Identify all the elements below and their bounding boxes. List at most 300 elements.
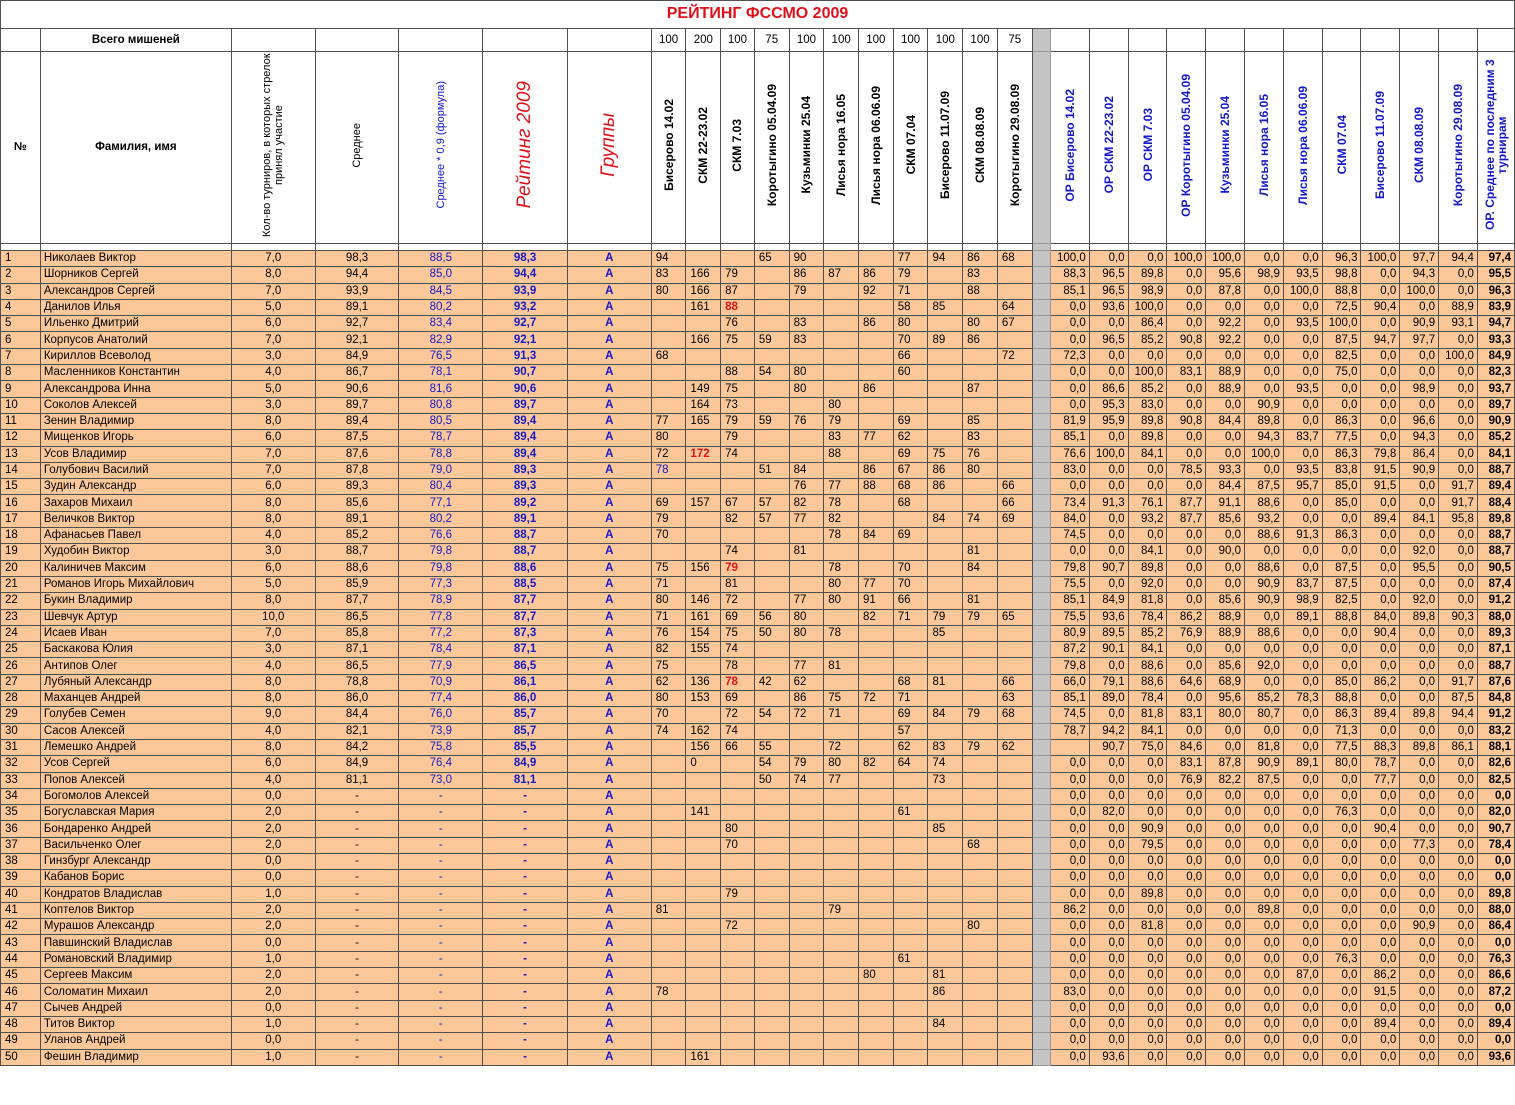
row-score-cell[interactable]: [893, 886, 928, 902]
row-or-cell[interactable]: 0,0: [1128, 348, 1167, 364]
row-final-cell[interactable]: 93,3: [1477, 332, 1514, 348]
row-score-cell[interactable]: [824, 951, 859, 967]
row-or-cell[interactable]: 0,0: [1439, 332, 1478, 348]
row-or-cell[interactable]: 0,0: [1322, 1033, 1361, 1049]
row-count-cell[interactable]: 2,0: [231, 821, 315, 837]
row-or-cell[interactable]: 0,0: [1245, 642, 1284, 658]
row-or-cell[interactable]: 0,0: [1206, 528, 1245, 544]
row-score-cell[interactable]: 88: [824, 446, 859, 462]
header-or[interactable]: [1477, 52, 1514, 244]
row-or-cell[interactable]: 0,0: [1089, 870, 1128, 886]
targets-empty-cell[interactable]: [1283, 29, 1322, 52]
row-or-cell[interactable]: 96,5: [1089, 283, 1128, 299]
row-or-cell[interactable]: 84,1: [1128, 642, 1167, 658]
row-or-cell[interactable]: 100,0: [1245, 446, 1284, 462]
row-score-cell[interactable]: [686, 528, 721, 544]
row-score-cell[interactable]: 86: [963, 251, 998, 267]
row-score-cell[interactable]: [997, 658, 1032, 674]
row-num-cell[interactable]: 28: [1, 691, 41, 707]
row-final-cell[interactable]: 89,4: [1477, 479, 1514, 495]
row-or-cell[interactable]: 76,1: [1128, 495, 1167, 511]
row-or-cell[interactable]: 0,0: [1400, 348, 1439, 364]
row-or-cell[interactable]: 0,0: [1167, 691, 1206, 707]
row-score-cell[interactable]: [859, 886, 894, 902]
row-or-cell[interactable]: 0,0: [1128, 935, 1167, 951]
row-or-cell[interactable]: 64,6: [1167, 674, 1206, 690]
row-num-cell[interactable]: 45: [1, 968, 41, 984]
row-or-cell[interactable]: 0,0: [1128, 1016, 1167, 1032]
row-score-cell[interactable]: 80: [963, 919, 998, 935]
row-score-cell[interactable]: 84: [963, 560, 998, 576]
row-or-cell[interactable]: 93,6: [1089, 299, 1128, 315]
row-or-cell[interactable]: 0,0: [1439, 756, 1478, 772]
row-or-cell[interactable]: 91,3: [1089, 495, 1128, 511]
row-score-cell[interactable]: [928, 691, 963, 707]
row-or-cell[interactable]: 0,0: [1167, 902, 1206, 918]
row-score-cell[interactable]: 82: [789, 495, 824, 511]
row-score-cell[interactable]: 81: [789, 544, 824, 560]
row-or-cell[interactable]: 0,0: [1439, 544, 1478, 560]
row-score-cell[interactable]: 79: [721, 430, 755, 446]
row-rating-cell[interactable]: 88,6: [483, 560, 568, 576]
row-or-cell[interactable]: 0,0: [1439, 381, 1478, 397]
row-score-cell[interactable]: 42: [754, 674, 789, 690]
row-or-cell[interactable]: 76,3: [1322, 805, 1361, 821]
row-score-cell[interactable]: 75: [651, 658, 686, 674]
row-or-cell[interactable]: 0,0: [1050, 837, 1089, 853]
row-or-cell[interactable]: 0,0: [1089, 462, 1128, 478]
row-score-cell[interactable]: [893, 544, 928, 560]
row-or-cell[interactable]: 98,9: [1400, 381, 1439, 397]
row-num-cell[interactable]: 46: [1, 984, 41, 1000]
row-or-cell[interactable]: 85,0: [1322, 479, 1361, 495]
row-or-cell[interactable]: 88,9: [1206, 625, 1245, 641]
row-score-cell[interactable]: 50: [754, 625, 789, 641]
row-score-cell[interactable]: 75: [721, 625, 755, 641]
row-score-cell[interactable]: 69: [721, 691, 755, 707]
row-or-cell[interactable]: 0,0: [1439, 837, 1478, 853]
row-score-cell[interactable]: [928, 560, 963, 576]
row-score-cell[interactable]: 82: [824, 511, 859, 527]
row-avg-cell[interactable]: 87,8: [315, 462, 399, 478]
row-final-cell[interactable]: 76,3: [1477, 951, 1514, 967]
row-or-cell[interactable]: 0,0: [1245, 462, 1284, 478]
row-or-cell[interactable]: 89,4: [1361, 1016, 1400, 1032]
row-num-cell[interactable]: 20: [1, 560, 41, 576]
row-group-cell[interactable]: A: [567, 968, 651, 984]
row-or-cell[interactable]: 84,0: [1361, 609, 1400, 625]
row-or-cell[interactable]: 0,0: [1283, 365, 1322, 381]
row-score-cell[interactable]: [928, 1000, 963, 1016]
row-score-cell[interactable]: [997, 1033, 1032, 1049]
row-avg09-cell[interactable]: 76,4: [399, 756, 483, 772]
row-score-cell[interactable]: [893, 935, 928, 951]
row-score-cell[interactable]: 72: [859, 691, 894, 707]
row-score-cell[interactable]: 67: [997, 316, 1032, 332]
row-or-cell[interactable]: 0,0: [1283, 413, 1322, 429]
row-or-cell[interactable]: 0,0: [1283, 332, 1322, 348]
row-group-cell[interactable]: A: [567, 593, 651, 609]
row-or-cell[interactable]: 0,0: [1167, 821, 1206, 837]
row-group-cell[interactable]: A: [567, 348, 651, 364]
row-final-cell[interactable]: 82,3: [1477, 365, 1514, 381]
targets-cell[interactable]: 100: [721, 29, 755, 52]
row-score-cell[interactable]: [859, 821, 894, 837]
row-score-cell[interactable]: [789, 968, 824, 984]
row-or-cell[interactable]: 0,0: [1206, 902, 1245, 918]
row-or-cell[interactable]: 0,0: [1167, 348, 1206, 364]
row-score-cell[interactable]: [824, 332, 859, 348]
row-group-cell[interactable]: A: [567, 479, 651, 495]
row-count-cell[interactable]: 8,0: [231, 495, 315, 511]
row-score-cell[interactable]: [754, 723, 789, 739]
row-rating-cell[interactable]: 93,2: [483, 299, 568, 315]
row-num-cell[interactable]: 40: [1, 886, 41, 902]
row-score-cell[interactable]: 64: [893, 756, 928, 772]
row-score-cell[interactable]: 77: [789, 593, 824, 609]
row-or-cell[interactable]: 100,0: [1128, 365, 1167, 381]
row-name-cell[interactable]: Романов Игорь Михайлович: [40, 576, 231, 592]
row-score-cell[interactable]: [928, 951, 963, 967]
row-score-cell[interactable]: [721, 756, 755, 772]
row-or-cell[interactable]: 100,0: [1206, 251, 1245, 267]
row-or-cell[interactable]: 0,0: [1283, 853, 1322, 869]
row-or-cell[interactable]: 0,0: [1439, 283, 1478, 299]
row-or-cell[interactable]: 0,0: [1322, 658, 1361, 674]
row-name-cell[interactable]: Сергеев Максим: [40, 968, 231, 984]
row-final-cell[interactable]: 89,8: [1477, 886, 1514, 902]
row-num-cell[interactable]: 2: [1, 267, 41, 283]
row-or-cell[interactable]: 0,0: [1050, 332, 1089, 348]
row-score-cell[interactable]: [824, 365, 859, 381]
row-or-cell[interactable]: 0,0: [1439, 935, 1478, 951]
row-or-cell[interactable]: 74,5: [1050, 707, 1089, 723]
row-score-cell[interactable]: [789, 821, 824, 837]
row-or-cell[interactable]: 91,7: [1439, 674, 1478, 690]
row-count-cell[interactable]: 8,0: [231, 511, 315, 527]
row-score-cell[interactable]: 77: [651, 413, 686, 429]
row-rating-cell[interactable]: 89,1: [483, 511, 568, 527]
row-score-cell[interactable]: [997, 919, 1032, 935]
row-group-cell[interactable]: A: [567, 560, 651, 576]
row-count-cell[interactable]: 7,0: [231, 283, 315, 299]
row-or-cell[interactable]: 0,0: [1283, 674, 1322, 690]
row-score-cell[interactable]: [651, 756, 686, 772]
row-or-cell[interactable]: 96,5: [1089, 267, 1128, 283]
row-score-cell[interactable]: 157: [686, 495, 721, 511]
row-num-cell[interactable]: 23: [1, 609, 41, 625]
row-num-cell[interactable]: 3: [1, 283, 41, 299]
header-rating[interactable]: [483, 52, 568, 244]
row-or-cell[interactable]: 86,2: [1050, 902, 1089, 918]
row-avg-cell[interactable]: 87,6: [315, 446, 399, 462]
row-or-cell[interactable]: 0,0: [1439, 1049, 1478, 1065]
row-avg09-cell[interactable]: 83,4: [399, 316, 483, 332]
row-score-cell[interactable]: [997, 560, 1032, 576]
row-group-cell[interactable]: A: [567, 902, 651, 918]
row-rating-cell[interactable]: 84,9: [483, 756, 568, 772]
row-group-cell[interactable]: A: [567, 772, 651, 788]
row-score-cell[interactable]: 54: [754, 707, 789, 723]
row-or-cell[interactable]: 89,8: [1400, 609, 1439, 625]
row-group-cell[interactable]: A: [567, 625, 651, 641]
row-avg-cell[interactable]: 85,2: [315, 528, 399, 544]
row-score-cell[interactable]: [893, 853, 928, 869]
row-avg-cell[interactable]: 98,3: [315, 251, 399, 267]
row-score-cell[interactable]: [754, 479, 789, 495]
row-num-cell[interactable]: 25: [1, 642, 41, 658]
row-or-cell[interactable]: 98,9: [1245, 267, 1284, 283]
row-or-cell[interactable]: 0,0: [1283, 821, 1322, 837]
row-or-cell[interactable]: 0,0: [1400, 1016, 1439, 1032]
row-group-cell[interactable]: A: [567, 413, 651, 429]
row-or-cell[interactable]: 89,8: [1128, 886, 1167, 902]
row-group-cell[interactable]: A: [567, 739, 651, 755]
row-or-cell[interactable]: 0,0: [1167, 1049, 1206, 1065]
row-or-cell[interactable]: 91,7: [1439, 495, 1478, 511]
header-tournament[interactable]: [789, 52, 824, 244]
row-num-cell[interactable]: 7: [1, 348, 41, 364]
row-score-cell[interactable]: [686, 348, 721, 364]
targets-empty-cell[interactable]: [315, 29, 399, 52]
row-or-cell[interactable]: 0,0: [1361, 560, 1400, 576]
row-final-cell[interactable]: 88,7: [1477, 544, 1514, 560]
row-or-cell[interactable]: 0,0: [1167, 1016, 1206, 1032]
row-score-cell[interactable]: [997, 283, 1032, 299]
row-score-cell[interactable]: [859, 251, 894, 267]
row-rating-cell[interactable]: 92,7: [483, 316, 568, 332]
row-score-cell[interactable]: [651, 788, 686, 804]
row-or-cell[interactable]: 96,5: [1089, 332, 1128, 348]
row-or-cell[interactable]: 89,8: [1400, 707, 1439, 723]
row-score-cell[interactable]: 75: [824, 691, 859, 707]
row-score-cell[interactable]: 79: [721, 413, 755, 429]
row-or-cell[interactable]: 0,0: [1167, 381, 1206, 397]
row-score-cell[interactable]: [997, 853, 1032, 869]
row-final-cell[interactable]: 82,0: [1477, 805, 1514, 821]
row-score-cell[interactable]: 74: [721, 446, 755, 462]
row-or-cell[interactable]: 0,0: [1128, 984, 1167, 1000]
row-score-cell[interactable]: 77: [859, 576, 894, 592]
row-score-cell[interactable]: [754, 951, 789, 967]
row-score-cell[interactable]: 84: [859, 528, 894, 544]
row-rating-cell[interactable]: -: [483, 805, 568, 821]
row-or-cell[interactable]: 0,0: [1089, 365, 1128, 381]
row-score-cell[interactable]: [789, 788, 824, 804]
row-or-cell[interactable]: 0,0: [1361, 853, 1400, 869]
row-name-cell[interactable]: Лубяный Александр: [40, 674, 231, 690]
row-avg09-cell[interactable]: 78,1: [399, 365, 483, 381]
row-score-cell[interactable]: [789, 446, 824, 462]
row-or-cell[interactable]: 0,0: [1283, 251, 1322, 267]
row-final-cell[interactable]: 84,1: [1477, 446, 1514, 462]
row-group-cell[interactable]: A: [567, 821, 651, 837]
row-or-cell[interactable]: 85,6: [1206, 658, 1245, 674]
row-group-cell[interactable]: A: [567, 1016, 651, 1032]
targets-empty-cell[interactable]: [1322, 29, 1361, 52]
row-or-cell[interactable]: 0,0: [1167, 1033, 1206, 1049]
row-or-cell[interactable]: 0,0: [1245, 886, 1284, 902]
row-score-cell[interactable]: [963, 397, 998, 413]
row-num-cell[interactable]: 12: [1, 430, 41, 446]
row-num-cell[interactable]: 14: [1, 462, 41, 478]
row-score-cell[interactable]: [754, 691, 789, 707]
row-avg-cell[interactable]: -: [315, 951, 399, 967]
row-score-cell[interactable]: 58: [893, 299, 928, 315]
targets-empty-cell[interactable]: [1, 29, 41, 52]
row-group-cell[interactable]: A: [567, 984, 651, 1000]
row-score-cell[interactable]: 81: [963, 593, 998, 609]
row-score-cell[interactable]: [997, 593, 1032, 609]
row-or-cell[interactable]: 0,0: [1245, 951, 1284, 967]
row-score-cell[interactable]: [963, 902, 998, 918]
header-tournament[interactable]: [893, 52, 928, 244]
row-or-cell[interactable]: 0,0: [1245, 1049, 1284, 1065]
row-or-cell[interactable]: 0,0: [1089, 984, 1128, 1000]
row-name-cell[interactable]: Зенин Владимир: [40, 413, 231, 429]
row-or-cell[interactable]: 0,0: [1400, 397, 1439, 413]
row-or-cell[interactable]: 79,8: [1050, 658, 1089, 674]
row-score-cell[interactable]: [789, 576, 824, 592]
row-rating-cell[interactable]: 85,5: [483, 739, 568, 755]
row-score-cell[interactable]: [997, 381, 1032, 397]
row-score-cell[interactable]: [928, 397, 963, 413]
row-score-cell[interactable]: [997, 462, 1032, 478]
row-score-cell[interactable]: [963, 968, 998, 984]
row-avg-cell[interactable]: 92,7: [315, 316, 399, 332]
row-or-cell[interactable]: 0,0: [1245, 348, 1284, 364]
row-score-cell[interactable]: [893, 837, 928, 853]
row-score-cell[interactable]: 87: [824, 267, 859, 283]
row-avg-cell[interactable]: 94,4: [315, 267, 399, 283]
row-or-cell[interactable]: 87,8: [1206, 283, 1245, 299]
row-score-cell[interactable]: [997, 772, 1032, 788]
row-score-cell[interactable]: 80: [789, 365, 824, 381]
row-or-cell[interactable]: 0,0: [1206, 1049, 1245, 1065]
row-or-cell[interactable]: 0,0: [1089, 821, 1128, 837]
row-score-cell[interactable]: [997, 446, 1032, 462]
row-group-cell[interactable]: A: [567, 299, 651, 315]
row-or-cell[interactable]: 86,4: [1400, 446, 1439, 462]
row-or-cell[interactable]: 89,4: [1361, 511, 1400, 527]
row-or-cell[interactable]: 85,1: [1050, 691, 1089, 707]
row-or-cell[interactable]: 0,0: [1322, 853, 1361, 869]
row-or-cell[interactable]: 90,9: [1400, 462, 1439, 478]
row-score-cell[interactable]: [928, 348, 963, 364]
row-score-cell[interactable]: [754, 870, 789, 886]
row-score-cell[interactable]: 87: [721, 283, 755, 299]
header-tournament[interactable]: [824, 52, 859, 244]
row-final-cell[interactable]: 78,4: [1477, 837, 1514, 853]
row-or-cell[interactable]: 0,0: [1361, 886, 1400, 902]
row-or-cell[interactable]: 0,0: [1245, 1000, 1284, 1016]
row-score-cell[interactable]: 86: [789, 691, 824, 707]
row-num-cell[interactable]: 27: [1, 674, 41, 690]
row-or-cell[interactable]: 95,3: [1089, 397, 1128, 413]
row-score-cell[interactable]: [893, 984, 928, 1000]
row-score-cell[interactable]: 71: [824, 707, 859, 723]
row-score-cell[interactable]: [928, 642, 963, 658]
row-avg-cell[interactable]: 78,8: [315, 674, 399, 690]
row-or-cell[interactable]: 90,9: [1245, 576, 1284, 592]
row-group-cell[interactable]: A: [567, 446, 651, 462]
row-score-cell[interactable]: [686, 1016, 721, 1032]
row-score-cell[interactable]: 78: [651, 984, 686, 1000]
row-score-cell[interactable]: [754, 1049, 789, 1065]
row-or-cell[interactable]: 0,0: [1050, 805, 1089, 821]
row-avg-cell[interactable]: 84,4: [315, 707, 399, 723]
row-or-cell[interactable]: 0,0: [1167, 528, 1206, 544]
row-or-cell[interactable]: 87,2: [1050, 642, 1089, 658]
row-num-cell[interactable]: 30: [1, 723, 41, 739]
row-or-cell[interactable]: 75,0: [1128, 739, 1167, 755]
row-or-cell[interactable]: 95,7: [1283, 479, 1322, 495]
row-score-cell[interactable]: [963, 495, 998, 511]
header-tournament[interactable]: [997, 52, 1032, 244]
row-or-cell[interactable]: 0,0: [1283, 837, 1322, 853]
row-or-cell[interactable]: 0,0: [1167, 984, 1206, 1000]
row-avg-cell[interactable]: 89,3: [315, 479, 399, 495]
row-score-cell[interactable]: [859, 674, 894, 690]
row-rating-cell[interactable]: -: [483, 951, 568, 967]
row-or-cell[interactable]: 78,3: [1283, 691, 1322, 707]
row-count-cell[interactable]: 0,0: [231, 870, 315, 886]
row-or-cell[interactable]: 0,0: [1206, 576, 1245, 592]
row-or-cell[interactable]: 90,3: [1439, 609, 1478, 625]
row-or-cell[interactable]: 0,0: [1322, 1016, 1361, 1032]
row-or-cell[interactable]: 0,0: [1089, 853, 1128, 869]
row-or-cell[interactable]: 0,0: [1089, 788, 1128, 804]
targets-empty-cell[interactable]: [483, 29, 568, 52]
row-or-cell[interactable]: 0,0: [1050, 365, 1089, 381]
row-avg09-cell[interactable]: -: [399, 837, 483, 853]
row-or-cell[interactable]: 0,0: [1283, 870, 1322, 886]
row-or-cell[interactable]: 85,2: [1245, 691, 1284, 707]
row-name-cell[interactable]: Васильченко Олег: [40, 837, 231, 853]
row-final-cell[interactable]: 90,5: [1477, 560, 1514, 576]
row-or-cell[interactable]: 0,0: [1361, 691, 1400, 707]
row-score-cell[interactable]: [651, 397, 686, 413]
row-name-cell[interactable]: Голубев Семен: [40, 707, 231, 723]
row-avg09-cell[interactable]: 79,8: [399, 544, 483, 560]
row-num-cell[interactable]: 29: [1, 707, 41, 723]
row-or-cell[interactable]: 0,0: [1400, 984, 1439, 1000]
targets-empty-cell[interactable]: [1477, 29, 1514, 52]
row-num-cell[interactable]: 32: [1, 756, 41, 772]
row-or-cell[interactable]: 0,0: [1283, 348, 1322, 364]
row-num-cell[interactable]: 50: [1, 1049, 41, 1065]
row-score-cell[interactable]: [754, 886, 789, 902]
row-or-cell[interactable]: 0,0: [1128, 1049, 1167, 1065]
row-or-cell[interactable]: 100,0: [1050, 251, 1089, 267]
row-or-cell[interactable]: 0,0: [1167, 788, 1206, 804]
header-tournament[interactable]: [721, 52, 755, 244]
row-score-cell[interactable]: 87: [963, 381, 998, 397]
row-score-cell[interactable]: [824, 805, 859, 821]
row-score-cell[interactable]: 69: [651, 495, 686, 511]
row-or-cell[interactable]: 0,0: [1400, 479, 1439, 495]
row-score-cell[interactable]: [997, 756, 1032, 772]
row-or-cell[interactable]: 92,0: [1128, 576, 1167, 592]
row-score-cell[interactable]: 54: [754, 756, 789, 772]
header-or[interactable]: [1128, 52, 1167, 244]
header-or[interactable]: [1439, 52, 1478, 244]
row-score-cell[interactable]: 77: [789, 511, 824, 527]
row-score-cell[interactable]: [651, 1049, 686, 1065]
row-or-cell[interactable]: 90,9: [1245, 756, 1284, 772]
row-or-cell[interactable]: 0,0: [1167, 283, 1206, 299]
row-or-cell[interactable]: 0,0: [1089, 576, 1128, 592]
